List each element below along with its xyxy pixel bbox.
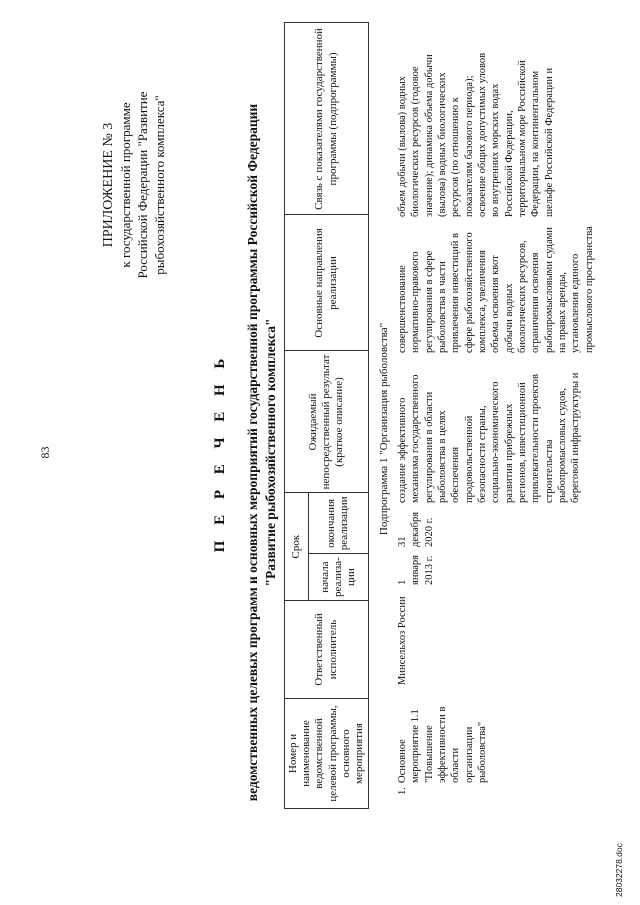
header-link: Связь с показателями государственной программы (подпрограммы): [285, 23, 369, 215]
header-directions: Основные направления реализации: [285, 215, 369, 351]
row-result: создание эффективного механизма государственного регулирования в области рыболовства в целях обеспечения продовольственной безопасности страны, социально-экономического развития прибрежных регионов, инвестиционной привлекательности проектов строительства рыбопромысловых судов, береговой инфраструктуры и: [397, 372, 582, 503]
row-start-date: 1 января 2013 г.: [397, 554, 435, 585]
heading-subtitle-2: "Развитие рыбохозяйственного комплекса": [263, 318, 279, 587]
appendix-line-2: Российской Федерации "Развитие: [135, 91, 151, 279]
appendix-line-3: рыбохозяйственного комплекса": [151, 95, 167, 275]
row-indicators-link: объем добычи (вылова) водных биологических ресурсов (годовое значение); динамика объема добычи (вылова) водных биологических ресурсов (по отношению к показателям базового периода); освоение общих допустимых уловов во внутренних морских водах Российской Федерации, территориальном море Российской Федерации, на континентальном шельфе Российской Федерации и: [397, 52, 555, 217]
heading-title: П Е Р Е Ч Е Н Ь: [212, 352, 228, 553]
header-start: начала реализа-ции: [308, 554, 368, 601]
appendix-block: [100, 60, 169, 310]
heading-subtitle-1: ведомственных целевых программ и основных мероприятий государственной программы Российской Федерации: [245, 103, 261, 802]
appendix-title: ПРИЛОЖЕНИЕ № 3: [101, 122, 116, 248]
document-heading: [210, 0, 281, 905]
row-number: 1.: [397, 787, 408, 795]
appendix-line-1: к государственной программе: [118, 102, 134, 268]
header-executor: Ответственный исполнитель: [285, 601, 369, 699]
header-end: окончания реализации: [308, 493, 368, 554]
row-name: Основное мероприятие 1.1 "Повышение эффективности в области организации рыболовства": [397, 706, 488, 783]
subprogram-title: Подпрограмма 1 "Организация рыболовства": [378, 322, 390, 536]
header-result: Ожидаемый непосредственный результат (краткое описание): [285, 351, 369, 493]
row-end-date: 31 декабря 2020 г.: [397, 511, 435, 547]
page-number: 83: [38, 446, 52, 459]
header-name: Номер и наименование ведомственной целевой программы, основного мероприятия: [285, 699, 369, 809]
header-term: Срок: [285, 493, 309, 601]
header-table: [284, 22, 369, 809]
row-executor: Минсельхоз России: [397, 596, 408, 685]
row-directions: совершенствование нормативно-правового регулирования в сфере рыболовства в части привлечения инвестиций в сфере рыбохозяйственного комплекса, увеличения объема освоения квот добычи водных биологических ресурсов, ограничения освоения рыбопромысловыми судами на правах аренды, установления единого промыслового пространства: [397, 226, 595, 353]
footer-filename: 28032278.doc: [614, 843, 624, 897]
